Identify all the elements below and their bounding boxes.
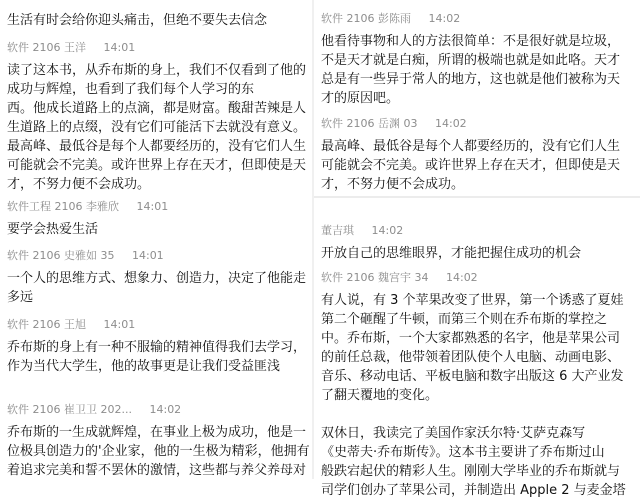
comment-meta <box>0 317 312 333</box>
comment-item <box>0 199 312 239</box>
comment-author: 软件 2106 王旭 <box>7 318 86 331</box>
comment-time: 14:01 <box>131 249 164 262</box>
comment-author: 董吉琪 <box>321 224 354 237</box>
comment-time: 14:02 <box>371 224 404 237</box>
comment-author: 软件工程 2106 李雅欣 <box>7 200 119 213</box>
comment-meta <box>0 402 312 418</box>
comment-text: 开放自己的思维眼界，才能把握住成功的机会 <box>321 246 582 261</box>
comment-item <box>0 11 312 30</box>
comment-time: 14:01 <box>103 41 136 54</box>
comment-item <box>314 223 640 263</box>
comment-time: 14:02 <box>428 12 461 25</box>
comment-text: 有人说，有 3 个苹果改变了世界，第一个诱惑了夏娃 第二个砸醒了牛顿，而第三个则在乔布斯的掌控之 中。乔布斯，一个大家都熟悉的名字，他是苹果公司 的前任总裁，他带领着团队使个人电脑、动画电影、 音乐、移动电话、平板电脑和数字出版这 6 大产业发 了翻天覆地的变化。 双休日，我读完了美国作家沃尔特·艾萨克森写 《史蒂夫·乔布斯传》。这本书主要讲了乔布斯过山 般跌宕起伏的精彩人生。刚刚大学毕业的乔布斯就与 司学们创办了苹果公司，并制造出 Apple 2 与麦金塔 <box>321 293 626 498</box>
comment-text: 乔布斯的身上有一种不服输的精神值得我们去学习， 作为当代大学生，他的故事更是让我们受益匪浅 <box>7 340 307 374</box>
comment-time: 14:01 <box>136 200 169 213</box>
comment-meta <box>314 223 640 239</box>
comment-author: 软件 2106 岳渊 03 <box>321 117 418 130</box>
left-comment-column[interactable] <box>0 0 312 479</box>
comment-meta <box>0 248 312 264</box>
comment-meta <box>314 11 640 27</box>
comment-item <box>314 116 640 194</box>
comment-text: 一个人的思维方式、想象力、创造力，决定了他能走 多远 <box>7 271 307 305</box>
comment-time: 14:02 <box>434 117 467 130</box>
comment-item <box>0 402 312 480</box>
comment-item <box>0 40 312 194</box>
comment-meta <box>314 270 640 286</box>
comment-meta <box>0 40 312 56</box>
comment-item <box>314 270 640 500</box>
comment-author: 软件 2106 史雅如 35 <box>7 249 115 262</box>
comment-meta <box>0 199 312 215</box>
comment-text: 生活有时会给你迎头痛击，但绝不要失去信念 <box>7 13 268 28</box>
separator <box>314 196 640 198</box>
comment-time: 14:02 <box>445 271 478 284</box>
comment-text: 读了这本书，从乔布斯的身上，我们不仅看到了他的 成功与辉煌，也看到了我们每个人学习的东 西。他成长道路上的点滴，都是财富。酸甜苦辣是人 生道路上的点缀，没有它们可能活下去就没有意义。 最高峰、最低谷是每个人都要经历的，没有它们人生 可能就会不完美。或许世界上存在天才，但即使是天 才，不努力便不会成功。 <box>7 63 307 192</box>
comment-item <box>0 248 312 307</box>
comment-text: 他看待事物和人的方法很简单：不是很好就是垃圾， 不是天才就是白痴，所谓的极端也就是如此咯。天才 总是有一些异于常人的地方，这也就是他们被称为天 才的原因吧。 <box>321 34 621 106</box>
comment-author: 软件 2106 王洋 <box>7 41 86 54</box>
comment-text: 最高峰、最低谷是每个人都要经历的，没有它们人生 可能就会不完美。或许世界上存在天才，但即使是天 才，不努力便不会成功。 <box>321 139 621 192</box>
comment-time: 14:01 <box>103 318 136 331</box>
comment-text: 要学会热爱生活 <box>7 222 99 237</box>
right-comment-column[interactable] <box>314 0 640 498</box>
comment-item <box>0 317 312 376</box>
comment-item <box>314 11 640 108</box>
comment-time: 14:02 <box>149 403 182 416</box>
comment-author: 软件 2106 崔卫卫 202... <box>7 403 132 416</box>
comment-text: 乔布斯的一生成就辉煌，在事业上极为成功，他是一 位极具创造力的'企业家，他的一生极为精彩，他拥有 着追求完美和誓不罢休的激情，这些都与养父养母对 <box>7 425 310 478</box>
comment-author: 软件 2106 魏宫宇 34 <box>321 271 429 284</box>
comment-author: 软件 2106 彭陈雨 <box>321 12 411 25</box>
comment-meta <box>314 116 640 132</box>
